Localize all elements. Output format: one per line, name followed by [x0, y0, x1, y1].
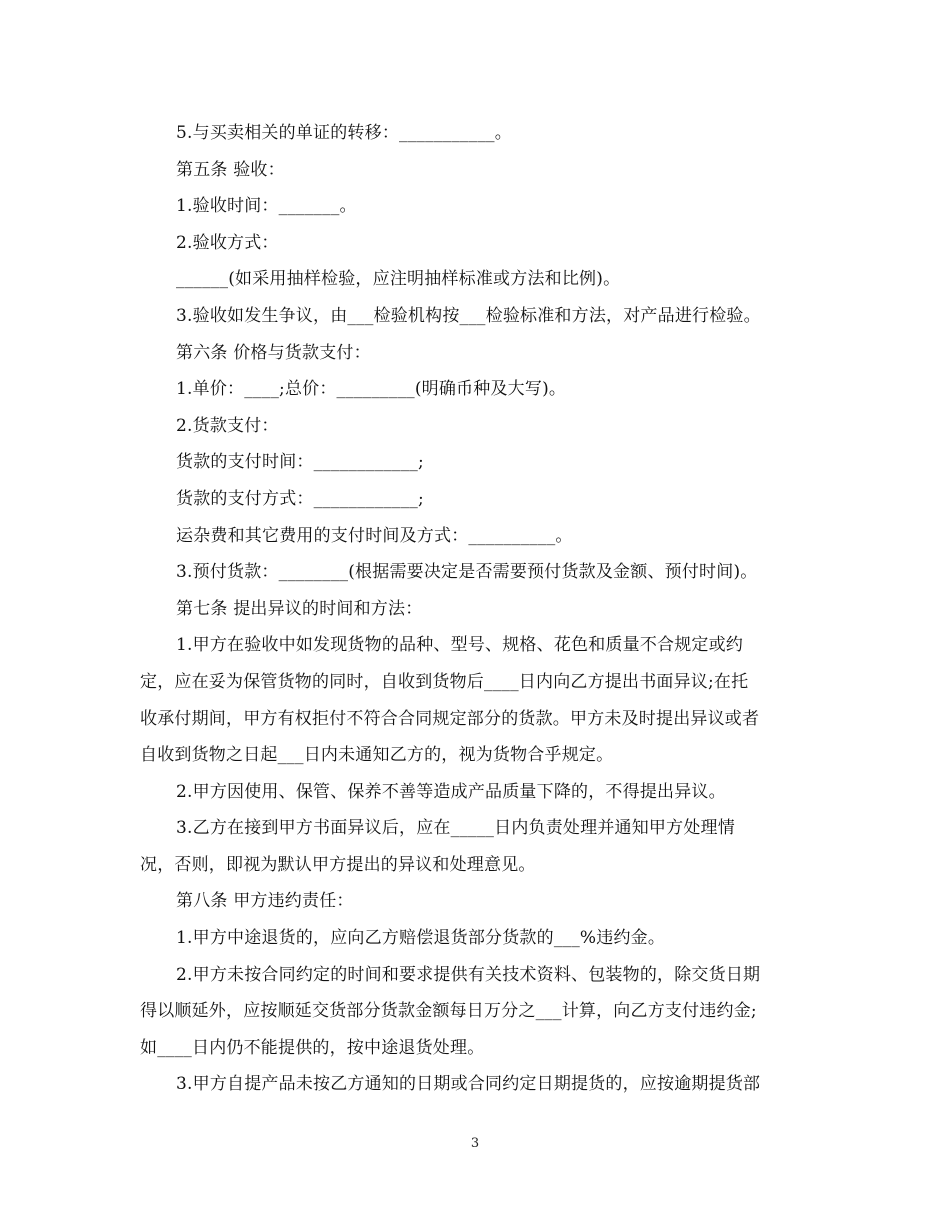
text-line: 3.乙方在接到甲方书面异议后，应在_____日内负责处理并通知甲方处理情: [176, 818, 735, 839]
text-line: 况，否则，即视为默认甲方提出的异议和处理意见。: [140, 854, 536, 875]
text-line: 货款的支付时间：____________;: [176, 452, 424, 473]
text-line: 如____日内仍不能提供的，按中途退货处理。: [140, 1037, 485, 1058]
text-line: 1.甲方中途退货的，应向乙方赔偿退货部分货款的___%违约金。: [176, 928, 666, 949]
section-heading: 第八条 甲方违约责任：: [176, 891, 354, 912]
section-heading: 第六条 价格与货款支付：: [176, 342, 371, 363]
text-line: 2.验收方式：: [176, 232, 279, 253]
text-line: 3.预付货款：________(根据需要决定是否需要预付货款及金额、预付时间)。: [176, 562, 758, 583]
text-line: 1.甲方在验收中如发现货物的品种、型号、规格、花色和质量不合规定或约: [176, 635, 744, 656]
text-line: ______(如采用抽样检验，应注明抽样标准或方法和比例)。: [176, 269, 621, 290]
section-heading: 第七条 提出异议的时间和方法：: [176, 598, 423, 619]
text-line: 运杂费和其它费用的支付时间及方式：__________。: [176, 525, 573, 546]
text-line: 1.单价：____;总价：_________(明确币种及大写)。: [176, 379, 567, 400]
text-line: 2.甲方未按合同约定的时间和要求提供有关技术资料、包装物的，除交货日期: [176, 964, 761, 985]
text-line: 3.验收如发生争议，由___检验机构按___检验标准和方法，对产品进行检验。: [176, 305, 761, 326]
page-number: 3: [470, 1136, 480, 1151]
text-line: 得以顺延外，应按顺延交货部分货款金额每日万分之___计算，向乙方支付违约金;: [140, 1001, 757, 1022]
text-line: 2.甲方因使用、保管、保养不善等造成产品质量下降的，不得提出异议。: [176, 781, 726, 802]
text-line: 货款的支付方式：____________;: [176, 488, 424, 509]
section-heading: 第五条 验收：: [176, 159, 285, 180]
text-line: 2.货款支付：: [176, 415, 279, 436]
text-line: 自收到货物之日起___日内未通知乙方的，视为货物合乎规定。: [140, 745, 614, 766]
document-body: [140, 115, 812, 1103]
text-line: 5.与买卖相关的单证的转移：___________。: [176, 123, 512, 143]
text-line: 定，应在妥为保管货物的同时，自收到货物后____日内向乙方提出书面异议;在托: [140, 671, 749, 692]
text-line: 3.甲方自提产品未按乙方通知的日期或合同约定日期提货的，应按逾期提货部: [176, 1074, 761, 1095]
text-line: 收承付期间，甲方有权拒付不符合合同规定部分的货款。甲方未及时提出异议或者: [140, 708, 760, 729]
text-line: 1.验收时间：_______。: [176, 196, 357, 217]
